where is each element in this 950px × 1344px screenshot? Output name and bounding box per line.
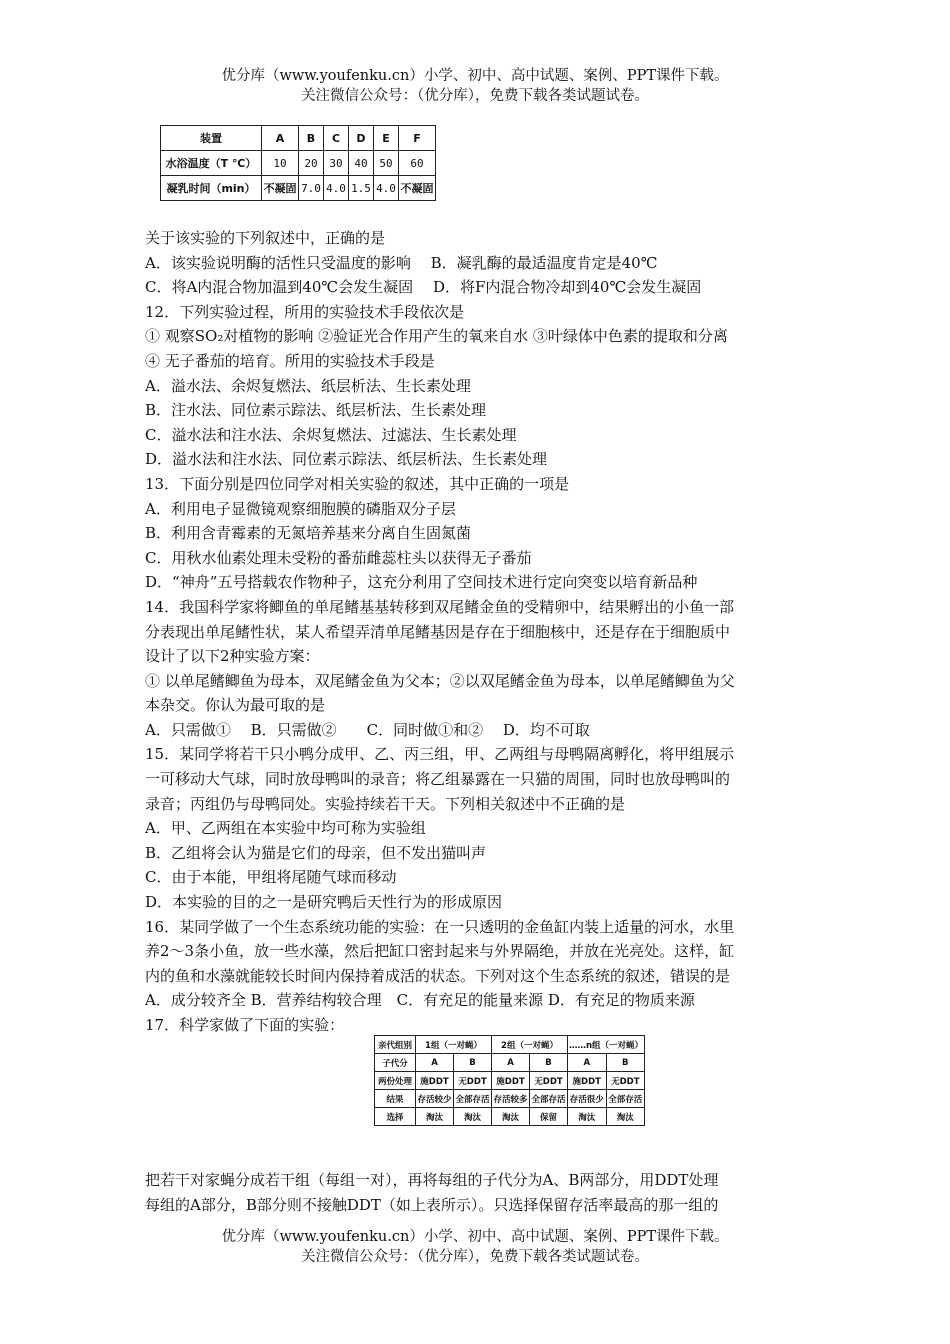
- table-cell: 无DDT: [530, 1072, 568, 1090]
- table-row: [161, 151, 436, 176]
- footer-line-2: 关注微信公众号：（优分库），免费下载各类试题试卷。: [301, 1249, 649, 1265]
- table-row: [375, 1036, 645, 1054]
- table-cell: 全部存活: [530, 1090, 568, 1108]
- text-line: A．该实验说明酶的活性只受温度的影响 B．凝乳酶的最适温度肯定是40℃: [145, 253, 658, 272]
- table-cell: E: [374, 126, 399, 151]
- question-13: 13．下面分别是四位同学对相关实验的叙述，其中正确的一项是: [145, 474, 570, 493]
- text-line: B．利用含青霉素的无氮培养基来分离自生固氮菌: [145, 524, 472, 543]
- table-row: [375, 1072, 645, 1090]
- table-cell: 无DDT: [454, 1072, 492, 1090]
- table-row: [161, 176, 436, 201]
- table-row: [161, 126, 436, 151]
- table-cell: 存活很少: [568, 1090, 607, 1108]
- table-cell: C: [324, 126, 349, 151]
- text-line: B．乙组将会认为猫是它们的母亲，但不发出猫叫声: [145, 843, 487, 862]
- text-line: 内的鱼和水藻就能较长时间内保持着成活的状态。下列对这个生态系统的叙述，错误的是: [145, 966, 731, 985]
- text-line: A．成分较齐全 B．营养结构较合理 C．有充足的能量来源 D．有充足的物质来源: [145, 991, 695, 1010]
- table-cell: 淘汰: [492, 1108, 530, 1126]
- text-line: ① 以单尾鳍鲫鱼为母本，双尾鳍金鱼为父本；②以双尾鳍金鱼为母本，以单尾鳍鲫鱼为父: [145, 671, 735, 690]
- table-cell: 50: [374, 151, 399, 176]
- text-line: ④ 无子番茄的培育。所用的实验技术手段是: [145, 351, 435, 370]
- table-cell: 10: [262, 151, 299, 176]
- text-line: C．由于本能，甲组将尾随气球而移动: [145, 868, 397, 887]
- text-line: C．将A内混合物加温到40℃会发生凝固 D．将F内混合物冷却到40℃会发生凝固: [145, 278, 702, 297]
- table-cell: 水浴温度（T ℃）: [161, 151, 262, 176]
- table-cell: 亲代组别: [375, 1036, 416, 1054]
- table-cell: F: [399, 126, 436, 151]
- table-cell: 40: [349, 151, 374, 176]
- table-cell: B: [299, 126, 324, 151]
- text-line: 分表现出单尾鳍性状，某人希望弄清单尾鳍基因是存在于细胞核中，还是存在于细胞质中: [145, 622, 731, 641]
- temperature-table: [160, 125, 436, 201]
- table-cell: B: [606, 1054, 645, 1072]
- text-line: C．溢水法和注水法、余烬复燃法、过滤法、生长素处理: [145, 425, 517, 444]
- table-row: [375, 1108, 645, 1126]
- text-line: 把若干对家蝇分成若干组（每组一对），再将每组的子代分为A、B两部分，用DDT处理: [145, 1171, 719, 1189]
- table-cell: 存活较少: [416, 1090, 454, 1108]
- table-cell: 7.0: [299, 176, 324, 201]
- text-line: B．注水法、同位素示踪法、纸层析法、生长素处理: [145, 401, 487, 420]
- question-17: 17．科学家做了下面的实验：: [145, 1016, 345, 1034]
- table-cell: 不凝固: [262, 176, 299, 201]
- page-header: [0, 66, 950, 106]
- text-line: 本杂交。你认为最可取的是: [145, 696, 326, 715]
- text-line: ① 观察SO₂对植物的影响 ②验证光合作用产生的氧来自水 ③叶绿体中色素的提取和分离: [145, 327, 728, 346]
- table-cell: 淘汰: [568, 1108, 607, 1126]
- table-cell: 无DDT: [606, 1072, 645, 1090]
- table-cell: 施DDT: [492, 1072, 530, 1090]
- text-line: A．甲、乙两组在本实验中均可称为实验组: [145, 819, 426, 838]
- table-cell: 20: [299, 151, 324, 176]
- question-16: 16．某同学做了一个生态系统功能的实验：在一只透明的金鱼缸内装上适量的河水，水里: [145, 917, 735, 936]
- text-line: 养2～3条小鱼，放一些水藻，然后把缸口密封起来与外界隔绝，并放在光亮处。这样，缸: [145, 942, 735, 961]
- text-line: 关于该实验的下列叙述中，正确的是: [145, 229, 386, 247]
- footer-line-1: 优分库（www.youfenku.cn）小学、初中、高中试题、案例、PPT课件下载。: [221, 1229, 729, 1245]
- table-cell: D: [349, 126, 374, 151]
- table-cell: 2组（一对蝇）: [492, 1036, 568, 1054]
- table-cell: 保留: [530, 1108, 568, 1126]
- text-line: 设计了以下2种实验方案：: [145, 647, 320, 666]
- table-cell: 全部存活: [454, 1090, 492, 1108]
- table-cell: 1.5: [349, 176, 374, 201]
- table-cell: A: [492, 1054, 530, 1072]
- question-12: 12．下列实验过程，所用的实验技术手段依次是: [145, 302, 465, 321]
- table-cell: B: [530, 1054, 568, 1072]
- text-line: A．溢水法、余烬复燃法、纸层析法、生长素处理: [145, 376, 471, 395]
- table-cell: 结果: [375, 1090, 416, 1108]
- table-cell: 全部存活: [606, 1090, 645, 1108]
- text-line: A．利用电子显微镜观察细胞膜的磷脂双分子层: [145, 499, 456, 518]
- table-cell: 4.0: [374, 176, 399, 201]
- table-row: [375, 1090, 645, 1108]
- text-line: A．只需做① B．只需做② C．同时做①和② D．均不可取: [145, 720, 590, 739]
- table-cell: 凝乳时间（min）: [161, 176, 262, 201]
- text-line: 一可移动大气球，同时放母鸭叫的录音；将乙组暴露在一只猫的周围，同时也放母鸭叫的: [145, 770, 731, 789]
- table-cell: A: [262, 126, 299, 151]
- table-cell: ……n组（一对蝇）: [568, 1036, 645, 1054]
- ddt-experiment-table: [374, 1035, 645, 1126]
- table-cell: 30: [324, 151, 349, 176]
- table-cell: 装置: [161, 126, 262, 151]
- text-line: C．用秋水仙素处理未受粉的番茄雌蕊柱头以获得无子番茄: [145, 548, 532, 567]
- text-line: 每组的A部分，B部分则不接触DDT（如上表所示）。只选择保留存活率最高的那一组的: [145, 1195, 719, 1214]
- table-row: [375, 1054, 645, 1072]
- table-cell: 淘汰: [454, 1108, 492, 1126]
- table-cell: 选择: [375, 1108, 416, 1126]
- text-line: D．本实验的目的之一是研究鸭后天性行为的形成原因: [145, 893, 503, 912]
- page-footer: [0, 1227, 950, 1267]
- table-cell: 淘汰: [606, 1108, 645, 1126]
- text-line: D．溢水法和注水法、同位素示踪法、纸层析法、生长素处理: [145, 450, 548, 469]
- question-text: [145, 226, 815, 1038]
- table-cell: 4.0: [324, 176, 349, 201]
- table-cell: B: [454, 1054, 492, 1072]
- table-cell: 施DDT: [568, 1072, 607, 1090]
- header-line-2: 关注微信公众号：（优分库），免费下载各类试题试卷。: [301, 88, 649, 104]
- table-cell: 淘汰: [416, 1108, 454, 1126]
- table-cell: 存活较多: [492, 1090, 530, 1108]
- table-cell: 施DDT: [416, 1072, 454, 1090]
- table-cell: 1组（一对蝇）: [416, 1036, 492, 1054]
- table-cell: A: [568, 1054, 607, 1072]
- question-17-text: [145, 1168, 815, 1217]
- table-cell: 两份处理: [375, 1072, 416, 1090]
- text-line: D．“神舟”五号搭载农作物种子，这充分利用了空间技术进行定向突变以培育新品种: [145, 573, 698, 592]
- table-cell: 60: [399, 151, 436, 176]
- question-15: 15．某同学将若干只小鸭分成甲、乙、丙三组，甲、乙两组与母鸭隔离孵化，将甲组展示: [145, 745, 735, 764]
- header-line-1: 优分库（www.youfenku.cn）小学、初中、高中试题、案例、PPT课件下载。: [221, 68, 729, 84]
- text-line: 录音；丙组仍与母鸭同处。实验持续若干天。下列相关叙述中不正确的是: [145, 794, 626, 813]
- question-14: 14．我国科学家将鲫鱼的单尾鳍基基转移到双尾鳍金鱼的受精卵中，结果孵出的小鱼一部: [145, 597, 735, 616]
- table-cell: 子代分: [375, 1054, 416, 1072]
- table-cell: A: [416, 1054, 454, 1072]
- table-cell: 不凝固: [399, 176, 436, 201]
